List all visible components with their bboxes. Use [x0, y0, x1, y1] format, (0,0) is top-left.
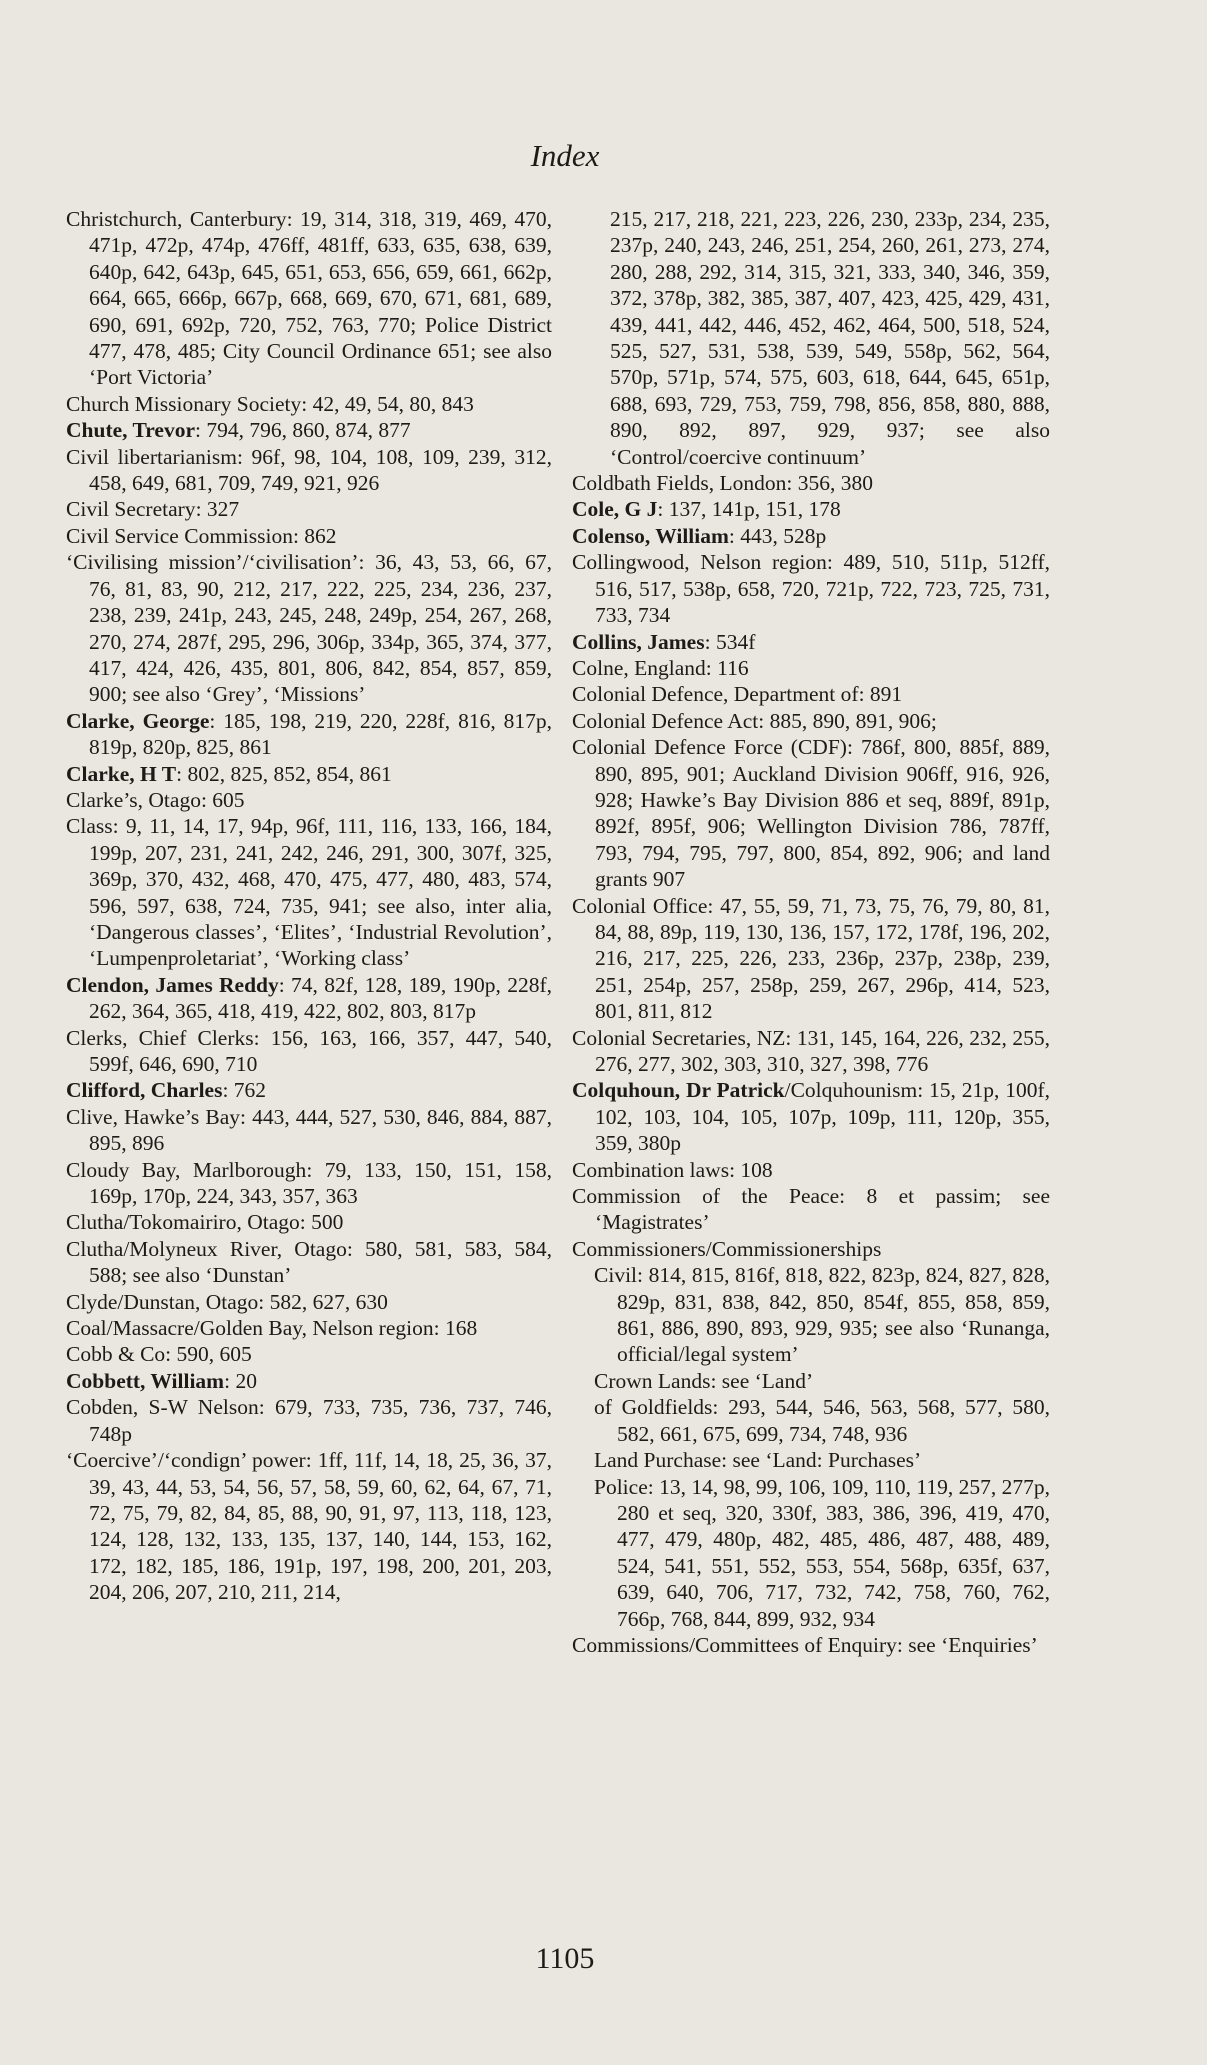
index-entry-heading: ‘Coercive’/‘condign’ power — [66, 1448, 306, 1473]
index-entry — [66, 206, 552, 391]
index-column-right — [572, 206, 1050, 1658]
index-entry-heading: Collingwood, Nelson region — [572, 550, 827, 575]
index-entry-heading: Clarke’s, Otago — [66, 787, 201, 812]
index-entry-pages: : 20 — [224, 1368, 257, 1393]
index-entry — [572, 1183, 1050, 1236]
index-entry-heading: Crown Lands — [594, 1368, 711, 1393]
index-entry-pages: : 605 — [200, 787, 245, 812]
index-entry-pages: : 500 — [299, 1210, 344, 1235]
index-entry-heading: Colenso, William — [572, 523, 729, 548]
index-entry-pages: : 862 — [292, 523, 337, 548]
index-subentry — [572, 1447, 1050, 1473]
index-entry-pages: : 814, 815, 816f, 818, 822, 823p, 824, 827, 828, 829p, 831, 838, 842, 850, 854f, 855, 858, 859, 861, 886, 890, 893, 929, 935; see also ‘Runanga, official/legal system’ — [617, 1263, 1050, 1367]
index-entry — [66, 1025, 552, 1078]
index-entry-pages: : 794, 796, 860, 874, 877 — [195, 418, 411, 443]
index-entry-pages: : 137, 141p, 151, 178 — [657, 497, 841, 522]
index-entry — [66, 1394, 552, 1447]
index-entry-heading: Colonial Office — [572, 893, 708, 918]
index-entry-heading: Clerks, Chief Clerks — [66, 1025, 254, 1050]
index-entry-pages: : 9, 11, 14, 17, 94p, 96f, 111, 116, 133, 166, 184, 199p, 207, 231, 241, 242, 246, 291, 300, 307f, 325, 369p, 370, 432, 468, 470, 475, 477, 480, 483, 574, 596, 597, 638, 724, 735, 941; see also, inter alia, ‘Dangerous classes’, ‘Elites’, ‘Industrial Revolution’, ‘Lumpenproletariat’, ‘Working class’ — [89, 814, 552, 971]
index-entry-heading: Clarke, H T — [66, 761, 177, 786]
index-entry-pages: : 108 — [729, 1157, 773, 1182]
index-entry — [66, 813, 552, 971]
index-entry — [66, 523, 552, 549]
index-entry-pages: : 885, 890, 891, 906; — [758, 708, 937, 733]
index-entry — [572, 893, 1050, 1025]
index-entry-pages: : 802, 825, 852, 854, 861 — [176, 761, 392, 786]
index-entry-heading: Civil Service Commission — [66, 523, 293, 548]
index-entry — [66, 1447, 552, 1605]
index-entry-heading: Clutha/Molyneux River, Otago — [66, 1236, 347, 1261]
index-entry-pages: : 19, 314, 318, 319, 469, 470, 471p, 472p, 474p, 476ff, 481ff, 633, 635, 638, 639, 640p, 642, 643p, 645, 651, 653, 656, 659, 661, 662p, 664, 665, 666p, 667p, 668, 669, 670, 671, 681, 689, 690, 691, 692p, 720, 752, 763, 770; Police District 477, 478, 485; City Council Ordinance 651; see also ‘Port Victoria’ — [89, 207, 552, 390]
index-entry-pages: : 762 — [222, 1078, 267, 1103]
index-entry-heading: ‘Civilising mission’/‘civilisation’ — [66, 550, 359, 575]
index-entry-heading: Cobbett, William — [66, 1368, 225, 1393]
index-entry-heading: Clendon, James Reddy — [66, 972, 279, 997]
index-entry-heading: Police — [594, 1474, 648, 1499]
index-entry — [572, 629, 1050, 655]
index-entry — [66, 761, 552, 787]
index-entry — [66, 1236, 552, 1289]
index-entry — [572, 470, 1050, 496]
index-entry — [572, 1632, 1050, 1658]
index-entry-pages: /Colquhounism: 15, 21p, 100f, 102, 103, 104, 105, 107p, 109p, 111, 120p, 355, 359, 380p — [595, 1078, 1051, 1156]
index-entry — [66, 972, 552, 1025]
index-entry-heading: Colquhoun, Dr Patrick — [572, 1078, 785, 1103]
index-entry-pages: : 79, 133, 150, 151, 158, 169p, 170p, 224, 343, 357, 363 — [89, 1157, 552, 1209]
index-entry-pages: : 293, 544, 546, 563, 568, 577, 580, 582, 661, 675, 699, 734, 748, 936 — [617, 1395, 1050, 1446]
index-entry-pages: : 327 — [195, 497, 240, 522]
index-entry-pages: : see ‘Land’ — [710, 1368, 814, 1393]
index-entry-heading: Land Purchase — [594, 1448, 722, 1473]
index-entry-heading: Clarke, George — [66, 708, 210, 733]
index-entry — [66, 1077, 552, 1103]
index-entry-pages: : 443, 444, 527, 530, 846, 884, 887, 895, 896 — [89, 1104, 552, 1156]
index-entry — [66, 1104, 552, 1157]
index-entry-heading: Colonial Defence, Department of — [572, 682, 859, 707]
index-entry — [66, 417, 552, 443]
index-entry — [66, 496, 552, 522]
index-entry-pages: : 443, 528p — [728, 523, 827, 548]
index-entry-heading: Commissions/Committees of Enquiry — [572, 1632, 897, 1657]
index-entry — [66, 549, 552, 707]
index-entry — [66, 708, 552, 761]
index-entry-heading: Civil — [594, 1263, 638, 1288]
index-entry — [66, 1341, 552, 1367]
index-entry-pages: : 47, 55, 59, 71, 73, 75, 76, 79, 80, 81, 84, 88, 89p, 119, 130, 136, 157, 172, 178f, 196, 202, 216, 217, 225, 226, 233, 236p, 237p, 238p, 239, 251, 254p, 257, 258p, 259, 267, 296p, 414, 523, 801, 811, 812 — [595, 893, 1050, 1024]
index-entry-pages: : see ‘Enquiries’ — [896, 1632, 1038, 1657]
index-entry — [572, 708, 1050, 734]
index-entry-heading: Cobden, S-W Nelson — [66, 1395, 259, 1420]
index-entry-heading: Cobb & Co — [66, 1342, 166, 1367]
index-entry — [572, 734, 1050, 892]
index-entry-heading: Cloudy Bay, Marlborough — [66, 1157, 307, 1182]
index-entry-heading: Class — [66, 814, 113, 839]
index-entry-heading: Coal/Massacre/Golden Bay, Nelson region — [66, 1316, 434, 1341]
index-entry-pages: : 891 — [858, 682, 903, 707]
index-entry-heading: Colonial Defence Force (CDF) — [572, 735, 847, 760]
index-entry-pages: : 8 et passim; see ‘Magistrates’ — [595, 1184, 1051, 1235]
index-entry-pages: : 679, 733, 735, 736, 737, 746, 748p — [89, 1395, 552, 1446]
index-entry-pages: : see ‘Land: Purchases’ — [721, 1448, 922, 1473]
page-number: 1105 — [535, 1942, 595, 1975]
index-subentry — [572, 1394, 1050, 1447]
index-entry-heading: Commission of the Peace — [572, 1184, 840, 1209]
index-entry-pages: : 356, 380 — [786, 471, 874, 496]
index-entry-pages: : 96f, 98, 104, 108, 109, 239, 312, 458, 649, 681, 709, 749, 921, 926 — [89, 444, 553, 496]
index-entry-pages: 215, 217, 218, 221, 223, 226, 230, 233p, 234, 235, 237p, 240, 243, 246, 251, 254, 260, 261, 273, 274, 280, 288, 292, 314, 315, 321, 333, 340, 346, 359, 372, 378p, 382, 385, 387, 407, 423, 425, 429, 431, 439, 441, 442, 446, 452, 462, 464, 500, 518, 524, 525, 527, 531, 538, 539, 549, 558p, 562, 564, 570p, 571p, 574, 575, 603, 618, 644, 645, 651p, 688, 693, 729, 753, 759, 798, 856, 858, 880, 888, 890, 892, 897, 929, 937; see also ‘Control/coercive continuum’ — [610, 207, 1050, 469]
index-subentry — [572, 1368, 1050, 1394]
index-entry-heading: Commissioners/Commissionerships — [572, 1236, 882, 1261]
index-entry-heading: Colne, England — [572, 655, 706, 680]
index-entry — [66, 1157, 552, 1210]
index-entry — [66, 787, 552, 813]
index-entry-heading: Civil libertarianism — [66, 444, 237, 469]
index-entry-heading: Church Missionary Society — [66, 391, 302, 416]
index-entry-pages: : 786f, 800, 885f, 889, 890, 895, 901; Auckland Division 906ff, 916, 926, 928; Hawke’s Bay Division 886 et seq, 889f, 891p, 892f, 895f, 906; Wellington Division 786, 787ff, 793, 794, 795, 797, 800, 854, 892, 906; and land grants 907 — [595, 735, 1050, 892]
index-entry-heading: Colonial Secretaries, NZ — [572, 1025, 786, 1050]
index-entry-heading: Clive, Hawke’s Bay — [66, 1104, 240, 1129]
index-entry-pages: : 42, 49, 54, 80, 843 — [301, 391, 474, 416]
index-entry-pages: : 489, 510, 511p, 512ff, 516, 517, 538p, 658, 720, 721p, 722, 723, 725, 731, 733, 734 — [595, 550, 1051, 628]
index-entry — [572, 496, 1050, 522]
index-entry — [66, 1209, 552, 1235]
index-entry — [572, 1236, 1050, 1262]
index-entry-pages: : 36, 43, 53, 66, 67, 76, 81, 83, 90, 212, 217, 222, 225, 234, 236, 237, 238, 239, 241p, 243, 245, 248, 249p, 254, 267, 268, 270, 274, 287f, 295, 296, 306p, 334p, 365, 374, 377, 417, 424, 426, 435, 801, 806, 842, 854, 857, 859, 900; see also ‘Grey’, ‘Missions’ — [89, 550, 552, 707]
index-entry — [572, 1157, 1050, 1183]
index-entry-heading: Civil Secretary — [66, 497, 196, 522]
index-entry-pages: : 580, 581, 583, 584, 588; see also ‘Dunstan’ — [89, 1236, 552, 1288]
index-entry-heading: Christchurch, Canterbury — [66, 207, 287, 231]
index-entry — [572, 523, 1050, 549]
page-title: Index — [530, 138, 600, 173]
index-entry — [572, 549, 1050, 628]
index-entry-pages: : 1ff, 11f, 14, 18, 25, 36, 37, 39, 43, 44, 53, 54, 56, 57, 58, 59, 60, 62, 64, 67, 71, 72, 75, 79, 82, 84, 85, 88, 90, 91, 97, 113, 118, 123, 124, 128, 132, 133, 135, 137, 140, 144, 153, 162, 172, 182, 185, 186, 191p, 197, 198, 200, 201, 203, 204, 206, 207, 210, 211, 214, — [89, 1448, 552, 1605]
index-entry-heading: Coldbath Fields, London — [572, 471, 787, 496]
index-entry-heading: Collins, James — [572, 629, 705, 654]
index-column-left — [66, 206, 552, 1606]
index-entry — [572, 681, 1050, 707]
index-subentry — [572, 1474, 1050, 1632]
index-entry-heading: Chute, Trevor — [66, 418, 195, 443]
index-subentry — [572, 1262, 1050, 1368]
index-entry-pages: : 168 — [433, 1316, 478, 1341]
index-entry — [66, 444, 552, 497]
index-entry-pages: : 116 — [705, 655, 749, 680]
index-entry-pages: : 74, 82f, 128, 189, 190p, 228f, 262, 364, 365, 418, 419, 422, 802, 803, 817p — [89, 972, 552, 1024]
index-entry — [572, 206, 1050, 470]
index-entry-pages: : 590, 605 — [165, 1342, 252, 1367]
index-entry-heading: Combination laws — [572, 1157, 730, 1182]
index-entry — [66, 391, 552, 417]
index-entry — [572, 1025, 1050, 1078]
index-entry — [572, 655, 1050, 681]
index-entry-heading: Colonial Defence Act — [572, 708, 759, 733]
index-entry-pages: : 534f — [704, 629, 756, 654]
index-entry — [66, 1368, 552, 1394]
index-entry-pages: : 185, 198, 219, 220, 228f, 816, 817p, 819p, 820p, 825, 861 — [89, 708, 552, 760]
index-entry-heading: Clutha/Tokomairiro, Otago — [66, 1210, 300, 1235]
index-entry — [66, 1315, 552, 1341]
index-entry-pages: : 13, 14, 98, 99, 106, 109, 110, 119, 257, 277p, 280 et seq, 320, 330f, 383, 386, 396, 419, 470, 477, 479, 480p, 482, 485, 486, 487, 488, 489, 524, 541, 551, 552, 553, 554, 568p, 635f, 637, 639, 640, 706, 717, 732, 742, 758, 760, 762, 766p, 768, 844, 899, 932, 934 — [617, 1474, 1050, 1631]
index-entry-heading: Clyde/Dunstan, Otago — [66, 1289, 259, 1314]
index-entry — [66, 1289, 552, 1315]
index-entry-heading: Cole, G J — [572, 497, 658, 522]
index-entry-heading: Clifford, Charles — [66, 1078, 223, 1103]
index-entry-pages: : 156, 163, 166, 357, 447, 540, 599f, 646, 690, 710 — [89, 1025, 552, 1076]
index-entry — [572, 1077, 1050, 1156]
index-entry-pages: : 131, 145, 164, 226, 232, 255, 276, 277, 302, 303, 310, 327, 398, 776 — [595, 1025, 1050, 1076]
index-entry-heading: of Goldfields — [594, 1395, 713, 1420]
index-entry-pages: : 582, 627, 630 — [258, 1289, 388, 1314]
